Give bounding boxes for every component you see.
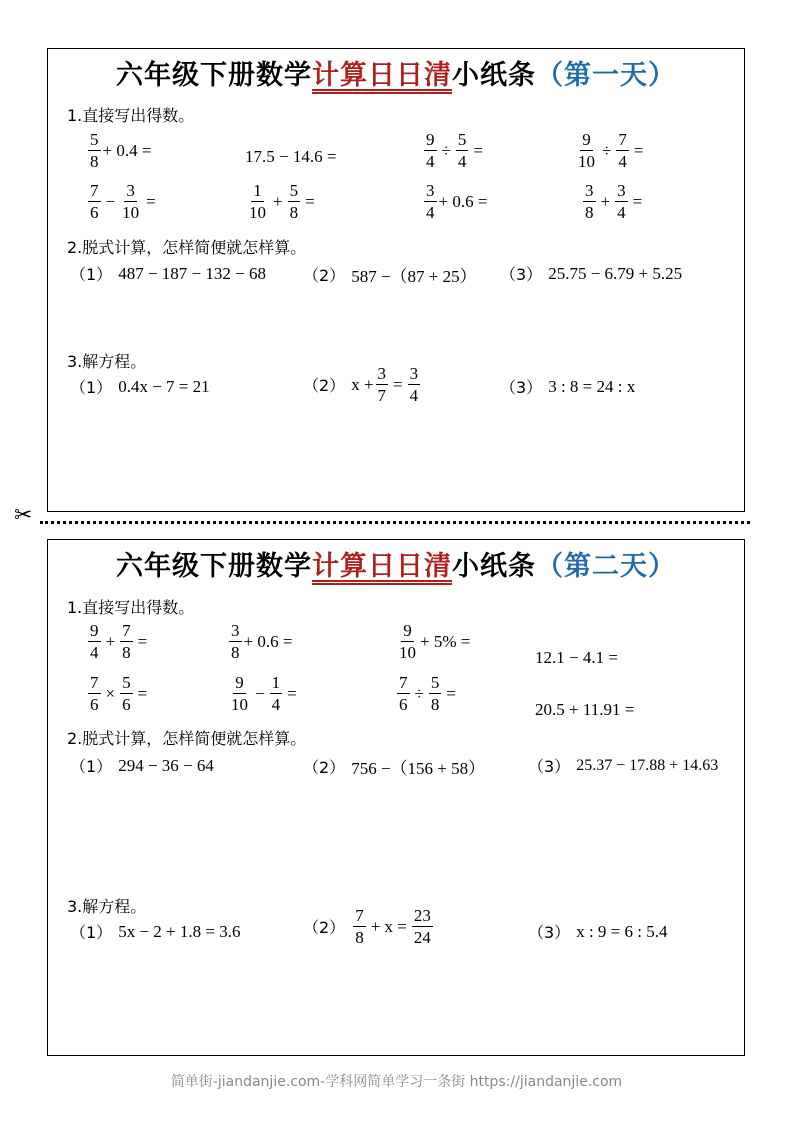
section-heading: 3.解方程。 xyxy=(67,352,147,371)
footer-credit: 简单街-jiandanjie.com-学科网简单学习一条街 https://jiandanjie.com xyxy=(170,1074,623,1090)
problem: 17.5 − 14.6 = xyxy=(245,147,337,166)
equation: （3） 3 : 8 = 24 : x xyxy=(500,376,636,397)
problem: $\frac{3}{8}$ + $\frac{3}{4}$ = xyxy=(585,181,643,222)
worksheet-day1 xyxy=(47,48,745,512)
problem: $\frac{7}{6}$ × $\frac{5}{6}$ = xyxy=(90,673,148,714)
section-heading: 2.脱式计算，怎样简便就怎样算。 xyxy=(67,729,307,748)
section-heading: 2.脱式计算，怎样简便就怎样算。 xyxy=(67,238,307,257)
problem: $\frac{7}{6}$ ÷ $\frac{5}{8}$ = xyxy=(399,673,456,714)
section-heading: 1.直接写出得数。 xyxy=(67,106,195,125)
problem: $\frac{5}{8}$ + 0.4 = xyxy=(90,130,152,171)
calc-problem: （3） 25.37 − 17.88 + 14.63 xyxy=(528,756,719,776)
worksheet-day2 xyxy=(47,539,745,1056)
problem: $\frac{9}{4}$ ÷ $\frac{5}{4}$ = xyxy=(426,130,483,171)
calc-problem: （1） 487 − 187 − 132 − 68 xyxy=(70,263,266,284)
problem: 12.1 − 4.1 = xyxy=(535,648,618,667)
equation: （1） 0.4x − 7 = 21 xyxy=(70,376,210,397)
problem: $\frac{3}{8}$ + 0.6 = xyxy=(231,621,293,662)
equation: （1） 5x − 2 + 1.8 = 3.6 xyxy=(70,921,241,942)
worksheet-title: 六年级下册数学计算日日清小纸条（第二天） xyxy=(116,551,676,582)
problem: $\frac{9}{4}$ + $\frac{7}{8}$ = xyxy=(90,621,148,662)
calc-problem: （1） 294 − 36 − 64 xyxy=(70,755,214,776)
problem: 20.5 + 11.91 = xyxy=(535,700,635,719)
equation: （3） x : 9 = 6 : 5.4 xyxy=(528,921,668,942)
section-heading: 3.解方程。 xyxy=(67,897,147,916)
problem: $\frac{3}{4}$ + 0.6 = xyxy=(426,181,488,222)
problem: $\frac{9}{10}$ + 5% = xyxy=(399,621,471,662)
section-heading: 1.直接写出得数。 xyxy=(67,598,195,617)
calc-problem: （2） 756 −（156 + 58） xyxy=(303,758,486,778)
cut-line xyxy=(40,521,750,524)
scissors-icon: ✂ xyxy=(14,503,33,528)
calc-problem: （3） 25.75 − 6.79 + 5.25 xyxy=(500,263,683,284)
problem: $\frac{9}{10}$ − $\frac{1}{4}$ = xyxy=(231,673,297,714)
equation: （2） x + $\frac{3}{7}$ = $\frac{3}{4}$ xyxy=(303,364,419,405)
calc-problem: （2） 587 −（87 + 25） xyxy=(303,266,477,286)
problem: $\frac{1}{10}$ + $\frac{5}{8}$ = xyxy=(249,181,315,222)
problem: $\frac{7}{6}$ − $\frac{3}{10}$ = xyxy=(90,181,156,222)
equation: （2） $\frac{7}{8}$ + x = $\frac{23}{24}$ xyxy=(303,906,431,947)
problem: $\frac{9}{10}$ ÷ $\frac{7}{4}$ = xyxy=(578,130,644,171)
worksheet-title: 六年级下册数学计算日日清小纸条（第一天） xyxy=(116,60,676,91)
